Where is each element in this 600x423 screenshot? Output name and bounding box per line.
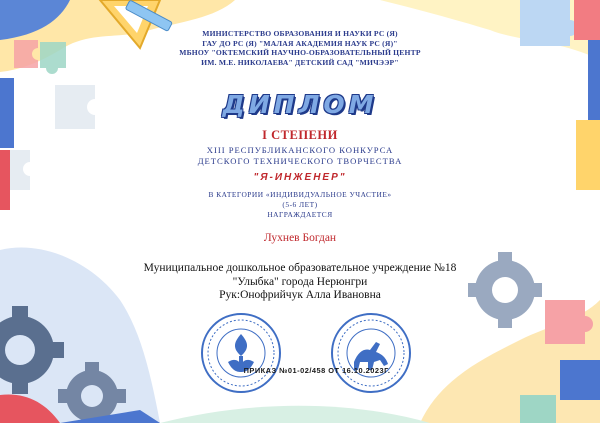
org-line: ИМ. М.Е. НИКОЛАЕВА" ДЕТСКИЙ САД "МИЧЭЭР" — [201, 57, 399, 67]
org-line: ГАУ ДО РС (Я) "МАЛАЯ АКАДЕМИЯ НАУК РС (Я)" — [202, 38, 398, 48]
org-line: МБНОУ "ОКТЕМСКИЙ НАУЧНО-ОБРАЗОВАТЕЛЬНЫЙ ЦЕНТР — [179, 48, 421, 58]
left-seal-icon — [200, 312, 282, 394]
puzzle-piece-bottom-right-green — [520, 395, 556, 423]
bottom-green-strip — [160, 406, 430, 423]
institution-line: "Улыбка" города Нерюнгри — [232, 275, 368, 288]
degree-label: I СТЕПЕНИ — [262, 128, 338, 142]
puzzle-piece-bottom-right-blue — [560, 360, 600, 400]
diploma-title: ДИПЛОМ — [222, 90, 378, 119]
institution-line: Рук:Онофрийчук Алла Ивановна — [219, 289, 381, 301]
category-line: В КАТЕГОРИИ «ИНДИВИДУАЛЬНОЕ УЧАСТИЕ» — [208, 190, 392, 199]
contest-description — [0, 145, 600, 166]
institution-line: Муниципальное дошкольное образовательное учреждение №18 — [143, 262, 457, 274]
category-line: (5-6 ЛЕТ) — [282, 200, 318, 209]
institution-block — [0, 262, 600, 303]
right-seal-icon — [330, 312, 412, 394]
category-line: НАГРАЖДАЕТСЯ — [267, 210, 333, 219]
order-text: ПРИКАЗ №01-02/458 ОТ 16.10.2023Г. — [243, 366, 391, 375]
contest-name: "Я-ИНЖЕНЕР" — [253, 172, 347, 183]
organization-header — [0, 29, 600, 67]
org-line: МИНИСТЕРСТВО ОБРАЗОВАНИЯ И НАУКИ РС (Я) — [202, 29, 398, 38]
category-block — [0, 190, 600, 220]
contest-line: XIII РЕСПУБЛИКАНСКОГО КОНКУРСА — [206, 145, 394, 155]
contest-line: ДЕТСКОГО ТЕХНИЧЕСКОГО ТВОРЧЕСТВА — [197, 155, 403, 166]
winner-name: Лухнев Богдан — [263, 232, 337, 244]
